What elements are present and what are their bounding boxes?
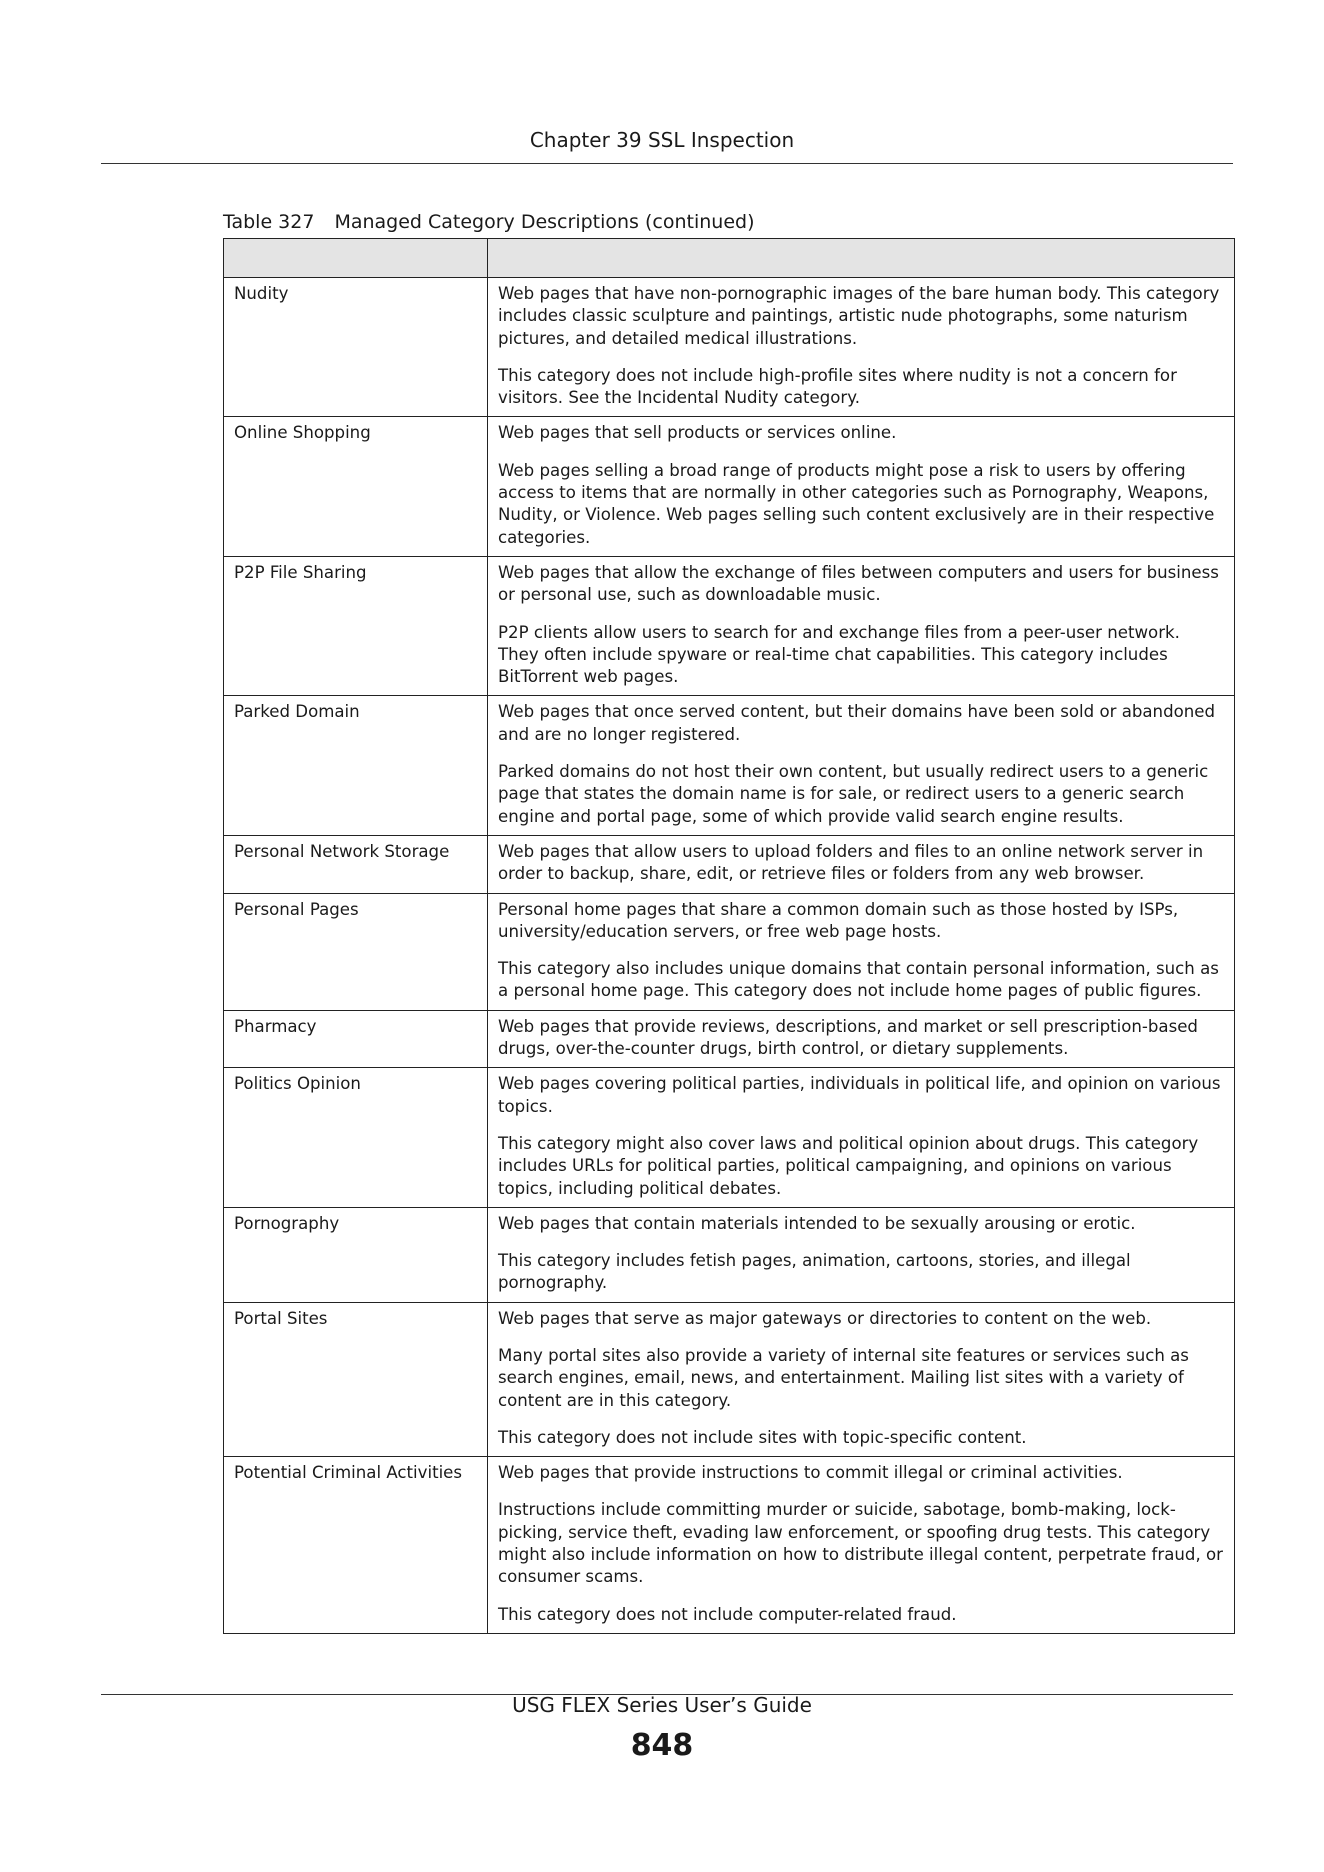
category-description [488, 893, 1235, 1010]
category-name: Online Shopping [224, 417, 488, 556]
chapter-header: Chapter 39 SSL Inspection [529, 128, 795, 152]
description-paragraph: Many portal sites also provide a variety of internal site features or services such as search engines, email, news, and entertainment. Mailing list sites with a variety of content are in this category. [498, 1345, 1189, 1410]
description-paragraph: Web pages covering political parties, individuals in political life, and opinion on various topics. [498, 1074, 1221, 1116]
description-paragraph: This category does not include high-profile sites where nudity is not a concern for visitors. See the Incidental Nudity category. [498, 365, 1177, 408]
category-name: Pharmacy [224, 1010, 488, 1068]
description-paragraph: Web pages that serve as major gateways or directories to content on the web. [498, 1308, 1152, 1328]
category-name: Portal Sites [224, 1302, 488, 1456]
category-description [488, 1302, 1235, 1456]
description-paragraph: Web pages that sell products or services online. [498, 423, 897, 443]
description-paragraph: Web pages that allow users to upload folders and files to an online network server in order to backup, share, edit, or retrieve files or folders from any web browser. [498, 841, 1204, 884]
table-row [224, 1457, 1235, 1634]
category-description [488, 417, 1235, 556]
table-row [224, 278, 1235, 417]
description-paragraph: Parked domains do not host their own content, but usually redirect users to a generic page that states the domain name is for sale, or redirect users to a generic search engine and portal page, some of which provide valid search engine results. [498, 762, 1209, 826]
category-description [488, 1068, 1235, 1207]
description-paragraph: This category also includes unique domains that contain personal information, such as a personal home page. This category does not include home pages of public figures. [498, 959, 1219, 1001]
table-row [224, 696, 1235, 835]
description-paragraph: This category might also cover laws and political opinion about drugs. This category includes URLs for political parties, political campaigning, and opinions on various topics, including political debates. [498, 1133, 1199, 1198]
description-paragraph: P2P clients allow users to search for and exchange files from a peer-user network. They often include spyware or real-time chat capabilities. This category includes BitTorrent web pages. [498, 622, 1180, 687]
table-row [224, 835, 1235, 893]
table-row [224, 893, 1235, 1010]
description-paragraph: Web pages that provide instructions to commit illegal or criminal activities. [498, 1463, 1123, 1483]
table-caption [223, 211, 755, 233]
category-table [223, 238, 1235, 1634]
category-description [488, 1457, 1235, 1634]
description-paragraph: Web pages that once served content, but their domains have been sold or abandoned and are no longer registered. [498, 702, 1216, 744]
description-paragraph: Web pages that provide reviews, descriptions, and market or sell prescription-based drugs, over-the-counter drugs, birth control, or dietary supplements. [498, 1016, 1198, 1059]
description-paragraph: This category includes fetish pages, animation, cartoons, stories, and illegal pornography. [498, 1251, 1131, 1293]
category-name: P2P File Sharing [224, 556, 488, 695]
header-rule [101, 163, 1233, 164]
table-row [224, 1068, 1235, 1207]
table-title: Managed Category Descriptions (continued) [334, 211, 755, 233]
category-name: Parked Domain [224, 696, 488, 835]
category-description [488, 1010, 1235, 1068]
description-paragraph: Instructions include committing murder or suicide, sabotage, bomb-making, lock-picking, service theft, evading law enforcement, or spoofing drug tests. This category might also include information on how to distribute illegal content, perpetrate fraud, or consumer scams. [498, 1500, 1223, 1587]
category-name: Pornography [224, 1207, 488, 1302]
description-paragraph: This category does not include computer-related fraud. [498, 1604, 957, 1624]
table-row [224, 1010, 1235, 1068]
column-header-category [224, 239, 488, 278]
description-paragraph: Web pages that have non-pornographic images of the bare human body. This category includes classic sculpture and paintings, artistic nude photographs, some naturism pictures, and detailed medical illustrations. [498, 284, 1220, 348]
page-number: 848 [630, 1728, 694, 1763]
description-paragraph: Personal home pages that share a common domain such as those hosted by ISPs, university/education servers, or free web page hosts. [498, 899, 1179, 941]
category-name: Nudity [224, 278, 488, 417]
description-paragraph: Web pages selling a broad range of products might pose a risk to users by offering access to items that are normally in other categories such as Pornography, Weapons, Nudity, or Violence. Web pages selling such content exclusively are in their respective categories. [498, 460, 1215, 547]
description-paragraph: This category does not include sites with topic-specific content. [498, 1427, 1027, 1447]
category-name: Personal Pages [224, 893, 488, 1010]
description-paragraph: Web pages that contain materials intended to be sexually arousing or erotic. [498, 1213, 1136, 1233]
table-number: Table 327 [223, 211, 315, 233]
category-description [488, 835, 1235, 893]
category-description [488, 696, 1235, 835]
table-row [224, 1302, 1235, 1456]
table-row [224, 556, 1235, 695]
table-header-row [224, 239, 1235, 278]
category-description [488, 556, 1235, 695]
category-name: Politics Opinion [224, 1068, 488, 1207]
category-name: Personal Network Storage [224, 835, 488, 893]
category-name: Potential Criminal Activities [224, 1457, 488, 1634]
guide-title: USG FLEX Series User’s Guide [512, 1693, 812, 1717]
category-description [488, 1207, 1235, 1302]
description-paragraph: Web pages that allow the exchange of files between computers and users for business or personal use, such as downloadable music. [498, 562, 1219, 605]
table-row [224, 417, 1235, 556]
table-row [224, 1207, 1235, 1302]
category-description [488, 278, 1235, 417]
column-header-description [488, 239, 1235, 278]
